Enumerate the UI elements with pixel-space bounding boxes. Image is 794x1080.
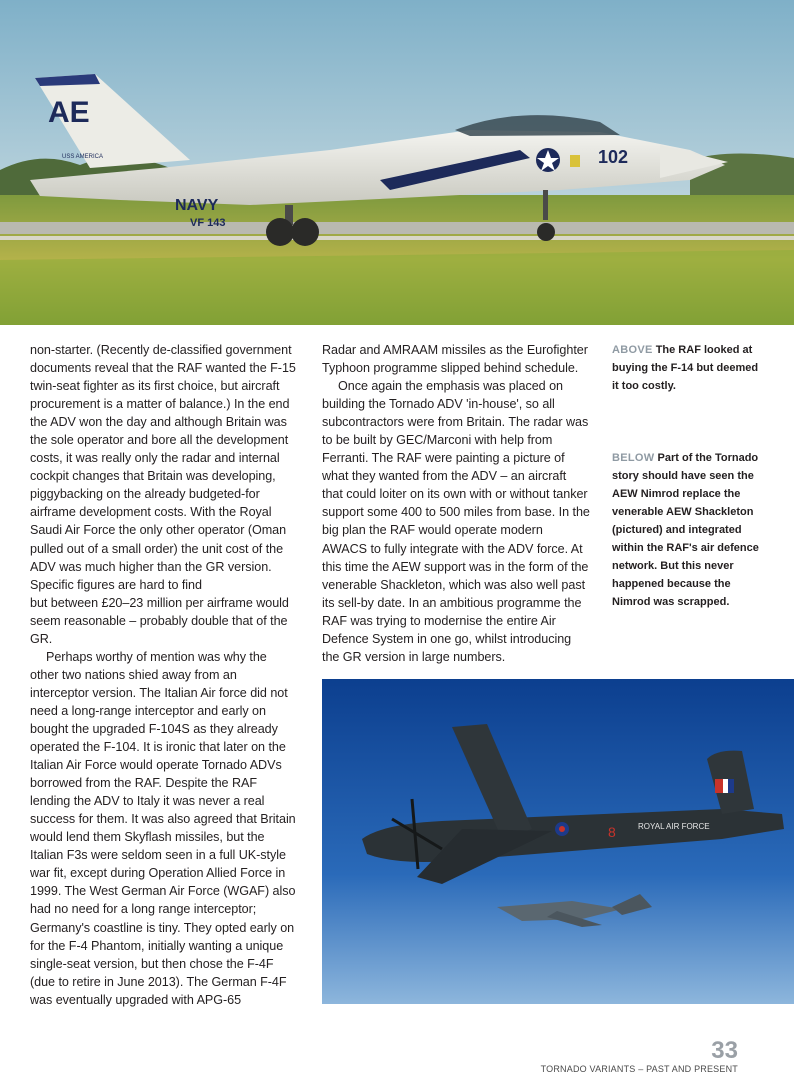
f14-tail-code: AE [48,96,90,129]
body-column-2 [322,341,590,666]
caption-above [612,341,762,395]
page-number: 33 [711,1037,738,1064]
col2-paragraph-2: Once again the emphasis was placed on building the Tornado ADV 'in-house', so all subcontractors were from Britain. The radar was to be built by GEC/Marconi with help from Ferranti. The RAF were painting a picture of what they wanted from the ADV – an aircraft that could loiter on its own with or without tanker support some 400 to 500 miles from base. In the big plan the RAF would operate modern AWACS to fully integrate with the ADV force. At this time the AEW support was in the form of the venerable Shackleton, which was also well past its sell-by date. In an ambitious programme the RAF was trying to modernise the entire Air Defence System in one go, whilst introducing the GR version in large numbers. [322,379,590,664]
col1-paragraph-2: Perhaps worthy of mention was why the other two nations shied away from an interceptor version. The Italian Air force did not need a long-range interceptor and early on bought the upgraded F-104S as they already operated the F-104. It is ironic that later on the Italian Air Force would operate Tornado ADVs borrowed from the RAF. Despite the RAF lending the ADV to Italy it was never a real success for them. It was also agreed that Britain would lend them Skyflash missiles, but the Italian F3s were seldom seen in a full UK-style war fit, except during Operation Allied Force in 1999. The West German Air Force (WGAF) also had no need for a long range interceptor; Germany's coastline is tiny. They opted early on for the F-4 Phantom, initially wanting a unique single-seat version, but then chose the F-4F (due to retire in June 2013). The German F-4F was eventually upgraded with APG-65 [30,649,296,1007]
shackleton-tornado-photo [322,679,794,1004]
col1-paragraph-1: non-starter. (Recently de-classified government documents reveal that the RAF wanted the F-15 twin-seat fighter as its first choice, but aircraft procurement is a matter of balance.) In the end the ADV won the day and although Britain was the sole operator and bore all the development costs, it was really only the radar and internal cockpit changes that Britain was developing, piggybacking on the already budgeted-for airframe development costs. With the Royal Saudi Air Force the only other operator (Oman pulled out of a small order) the unit cost of the ADV was much higher than the GR version. Specific figures are hard to find [30,343,296,592]
caption-above-label: ABOVE [612,344,653,356]
f14-navy-marking: NAVY [175,197,219,214]
f14-tomcat-photo [0,0,794,325]
f14-squadron-marking: VF 143 [190,217,226,229]
body-column-1 [30,341,298,1009]
f14-nose-number: 102 [598,147,629,167]
running-title: TORNADO VARIANTS – PAST AND PRESENT [540,1064,738,1074]
caption-below [612,449,762,611]
caption-below-text: Part of the Tornado story should have seen the AEW Nimrod replace the venerable AEW Shackleton (pictured) and integrated within the RAF's air defence network. But this never happened because the Nimrod was scrapped. [612,452,759,608]
caption-below-label: BELOW [612,452,655,464]
f14-tail-sub: USS AMERICA [62,154,104,160]
col2-paragraph-1: Radar and AMRAAM missiles as the Eurofighter Typhoon programme slipped behind schedule. [322,343,588,376]
shackleton-raf-marking: ROYAL AIR FORCE [638,822,710,831]
col1-paragraph-1-end: but between £20–23 million per airframe would seem reasonable – probably double that of the GR. [30,595,289,646]
caption-above-text: The RAF looked at buying the F-14 but deemed it too costly. [612,344,759,392]
shackleton-code: 8 [608,824,616,840]
